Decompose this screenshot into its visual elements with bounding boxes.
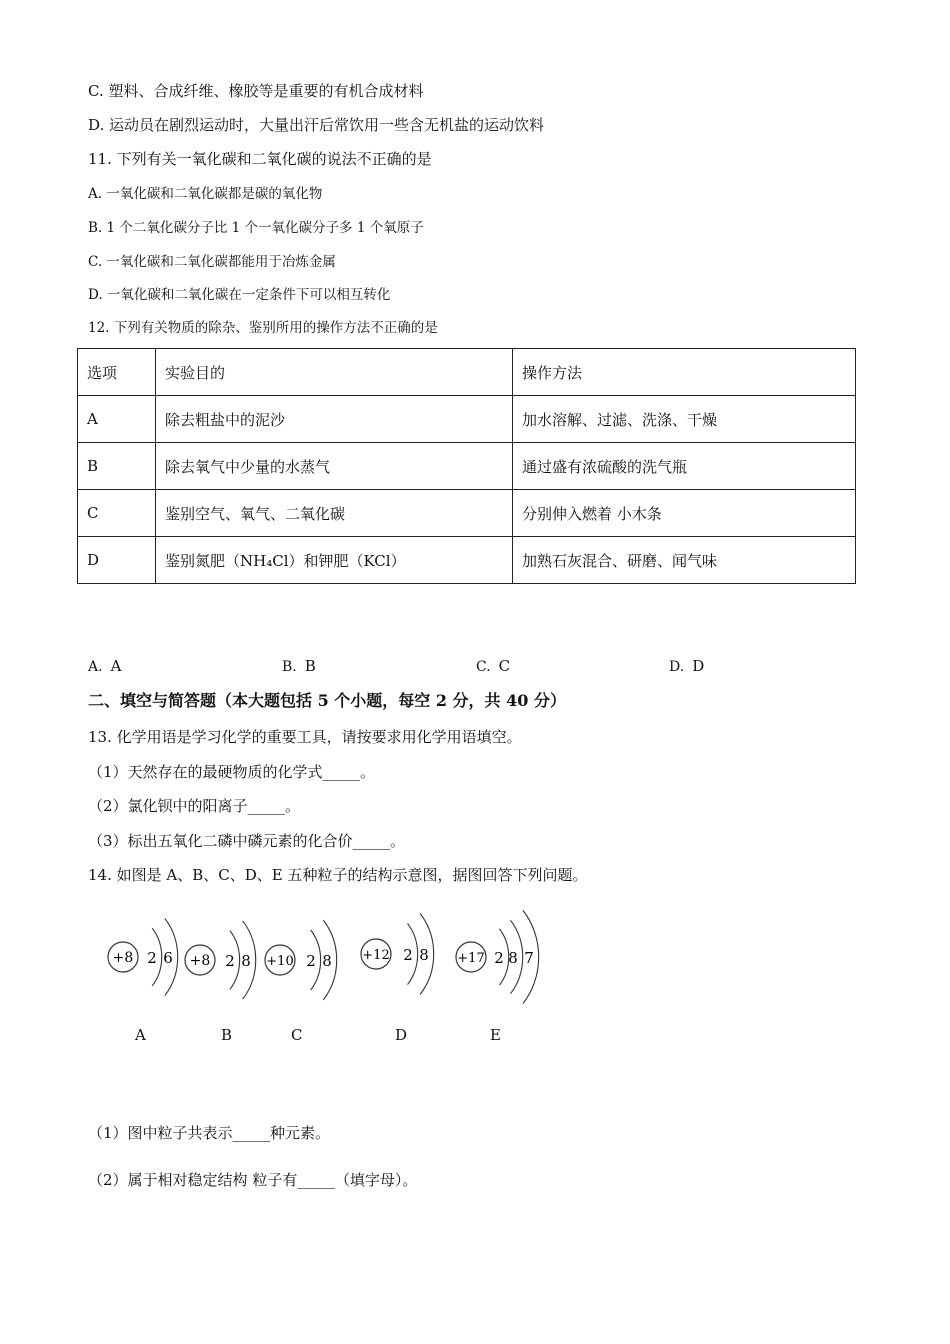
table-header-row xyxy=(78,349,856,396)
electron-count: 8 xyxy=(419,946,429,964)
table-cell: 鉴别空气、氧气、二氧化碳 xyxy=(156,490,513,537)
table-cell: 除去氧气中少量的水蒸气 xyxy=(156,443,513,490)
q13-part-3: （3）标出五氧化二磷中磷元素的化合价_____。 xyxy=(88,832,406,850)
table-row xyxy=(78,537,856,584)
atom-c xyxy=(265,920,337,1000)
answer-option-d[interactable]: D. D xyxy=(669,657,705,675)
atom-d xyxy=(361,914,434,995)
nucleus-charge: +17 xyxy=(457,951,485,966)
nucleus-charge: +8 xyxy=(189,953,211,969)
nucleus-charge: +8 xyxy=(112,950,134,966)
electron-count: 2 xyxy=(403,946,413,964)
table-cell: 除去粗盐中的泥沙 xyxy=(156,396,513,443)
atomic-structure-diagram xyxy=(95,895,555,1015)
q14-part-2: （2）属于相对稳定结构 粒子有_____（填字母）。 xyxy=(88,1171,418,1189)
table-header: 操作方法 xyxy=(513,349,856,396)
electron-count: 8 xyxy=(508,949,518,967)
atom-a xyxy=(108,918,178,995)
answer-option-b[interactable]: B. B xyxy=(282,657,316,675)
table-row xyxy=(78,396,856,443)
table-cell: 通过盛有浓硫酸的洗气瓶 xyxy=(513,443,856,490)
table-cell: A xyxy=(78,396,156,443)
q14-part-1: （1）图中粒子共表示_____种元素。 xyxy=(88,1124,331,1142)
diagram-label-c: C xyxy=(291,1026,303,1044)
q11-stem: 11. 下列有关一氧化碳和二氧化碳的说法不正确的是 xyxy=(88,150,432,168)
diagram-label-e: E xyxy=(490,1026,501,1044)
q12-stem: 12. 下列有关物质的除杂、鉴别所用的操作方法不正确的是 xyxy=(88,320,438,336)
q11-option-d: D. 一氧化碳和二氧化碳在一定条件下可以相互转化 xyxy=(88,287,391,303)
answer-option-a[interactable]: A. A xyxy=(88,657,122,675)
q12-table xyxy=(77,348,856,584)
table-cell: B xyxy=(78,443,156,490)
q13-part-2: （2）氯化钡中的阳离子_____。 xyxy=(88,797,301,815)
q13-part-1: （1）天然存在的最硬物质的化学式_____。 xyxy=(88,763,376,781)
electron-count: 2 xyxy=(494,949,504,967)
answer-option-c[interactable]: C. C xyxy=(476,657,511,675)
q14-stem: 14. 如图是 A、B、C、D、E 五种粒子的结构示意图，据图回答下列问题。 xyxy=(88,866,588,884)
q11-option-b: B. 1 个二氧化碳分子比 1 个一氧化碳分子多 1 个氧原子 xyxy=(88,220,424,236)
electron-count: 2 xyxy=(147,949,157,967)
electron-count: 2 xyxy=(306,952,316,970)
table-header: 选项 xyxy=(78,349,156,396)
electron-count: 7 xyxy=(524,949,534,967)
electron-count: 8 xyxy=(241,952,251,970)
section-heading: 二、填空与简答题（本大题包括 5 个小题，每空 2 分，共 40 分） xyxy=(88,691,566,710)
table-cell: 加水溶解、过滤、洗涤、干燥 xyxy=(513,396,856,443)
electron-count: 8 xyxy=(322,952,332,970)
diagram-label-b: B xyxy=(221,1026,233,1044)
diagram-label-a: A xyxy=(135,1026,146,1044)
electron-count: 6 xyxy=(163,949,173,967)
table-cell: 鉴别氮肥（NH₄Cl）和钾肥（KCl） xyxy=(156,537,513,584)
atom-e xyxy=(456,910,539,1003)
table-header: 实验目的 xyxy=(156,349,513,396)
table-cell: 加熟石灰混合、研磨、闻气味 xyxy=(513,537,856,584)
table-row xyxy=(78,443,856,490)
nucleus-charge: +10 xyxy=(266,954,294,969)
q10-option-c: C. 塑料、合成纤维、橡胶等是重要的有机合成材料 xyxy=(88,82,424,100)
diagram-label-d: D xyxy=(395,1026,408,1044)
atom-b xyxy=(185,921,256,999)
q13-stem: 13. 化学用语是学习化学的重要工具，请按要求用化学用语填空。 xyxy=(88,728,522,746)
table-cell: 分别伸入燃着 小木条 xyxy=(513,490,856,537)
electron-count: 2 xyxy=(225,952,235,970)
q11-option-a: A. 一氧化碳和二氧化碳都是碳的氧化物 xyxy=(88,186,323,202)
nucleus-charge: +12 xyxy=(362,948,390,963)
q11-option-c: C. 一氧化碳和二氧化碳都能用于冶炼金属 xyxy=(88,254,336,270)
q10-option-d: D. 运动员在剧烈运动时，大量出汗后常饮用一些含无机盐的运动饮料 xyxy=(88,116,545,134)
table-cell: C xyxy=(78,490,156,537)
table-row xyxy=(78,490,856,537)
table-cell: D xyxy=(78,537,156,584)
